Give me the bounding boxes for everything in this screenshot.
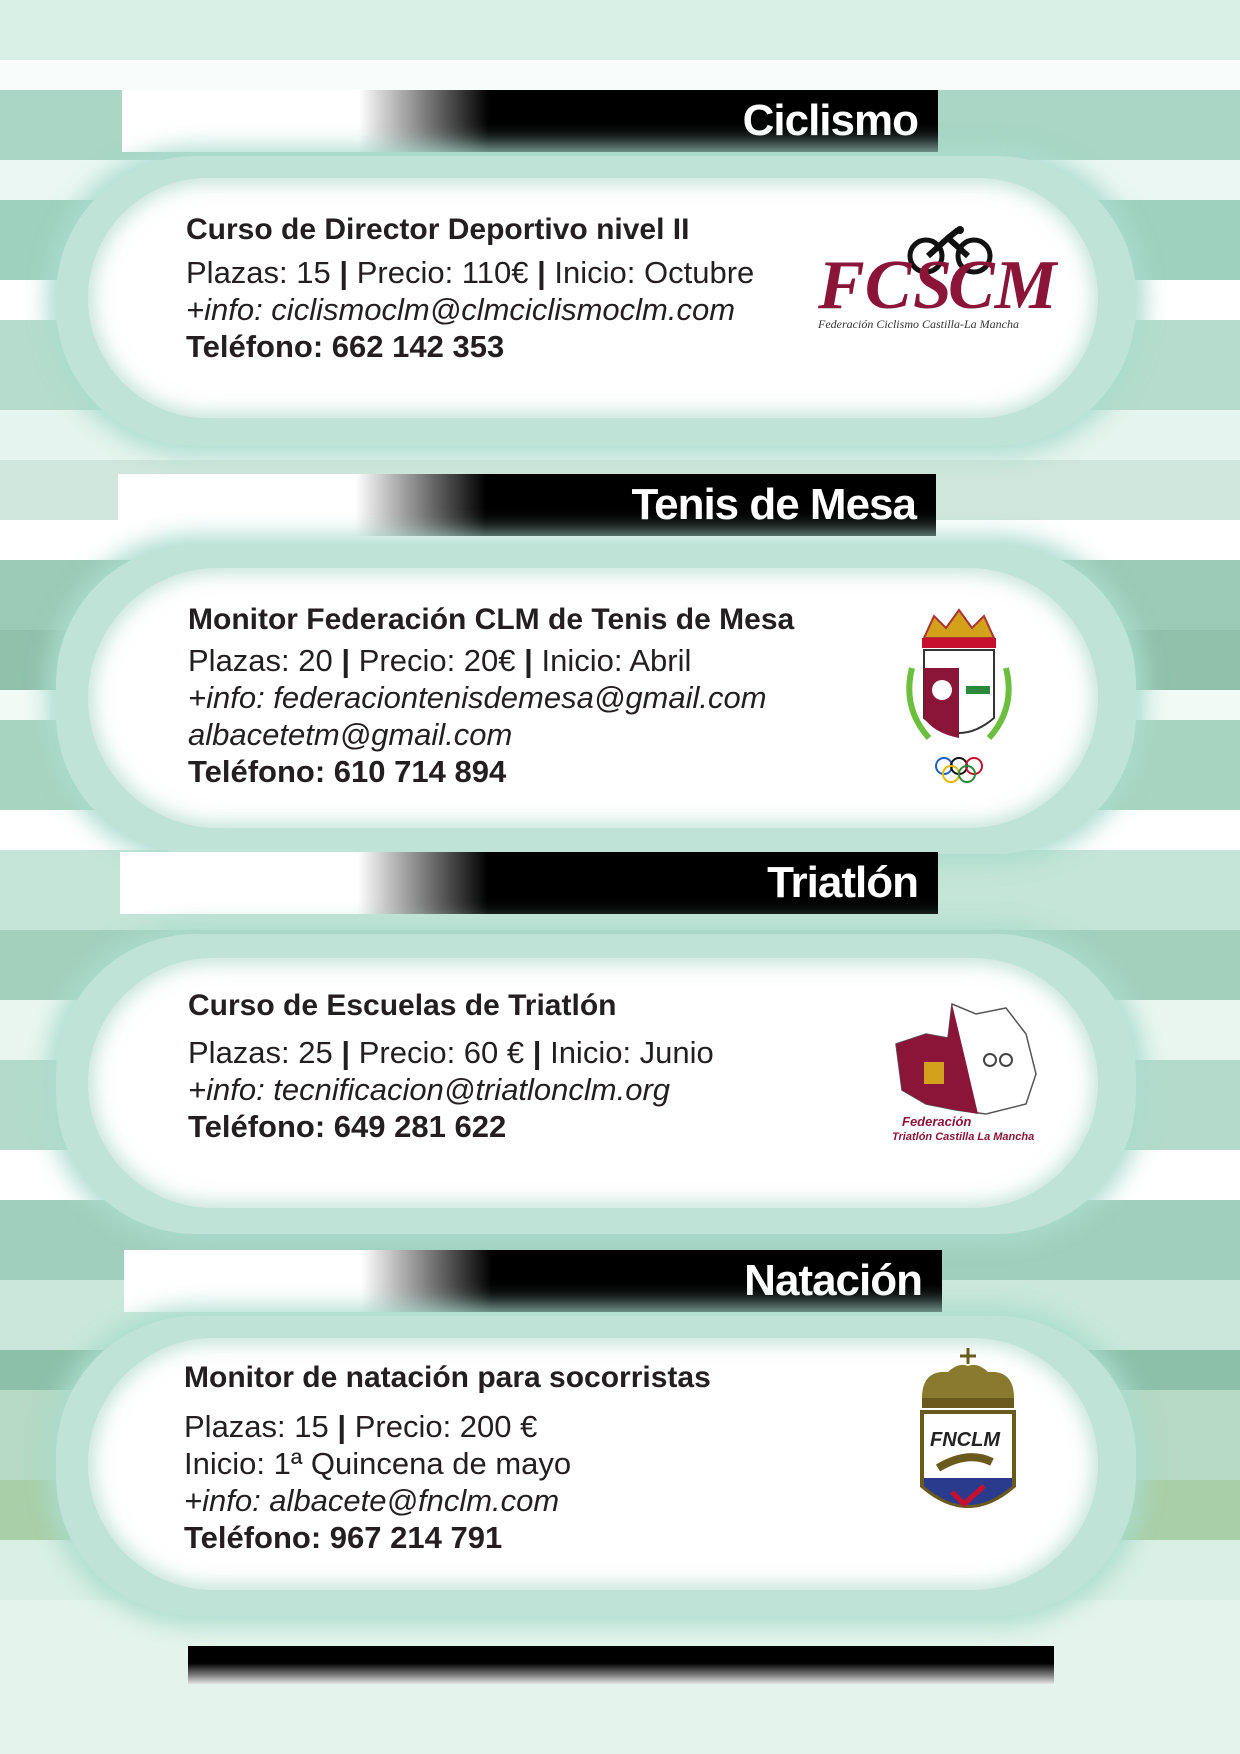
course-details: Plazas: 25 | Precio: 60 € | Inicio: Junio	[188, 1035, 714, 1070]
inicio: Inicio: 1ª Quincena de mayo	[184, 1446, 572, 1481]
svg-text:FNCLM: FNCLM	[930, 1429, 1000, 1451]
precio: Precio: 20€	[358, 643, 516, 678]
svg-text:S: S	[913, 247, 952, 324]
section-title: Ciclismo	[742, 96, 918, 145]
svg-text:CM: CM	[948, 247, 1057, 324]
card-ciclismo	[88, 178, 1098, 418]
inicio: Inicio: Abril	[541, 643, 692, 678]
shield-crown-icon	[908, 1346, 1028, 1536]
course-details: Plazas: 15 | Precio: 200 €	[184, 1409, 538, 1444]
info-email-secondary[interactable]: albacetetm@gmail.com	[188, 717, 513, 752]
triatlon-logo	[886, 994, 1046, 1154]
info-email[interactable]: +info: albacete@fnclm.com	[184, 1483, 560, 1518]
precio: Precio: 200 €	[354, 1409, 538, 1444]
info-email[interactable]: +info: tecnificacion@triatlonclm.org	[188, 1072, 671, 1107]
precio: Precio: 60 €	[358, 1035, 525, 1070]
crest-icon	[884, 598, 1034, 798]
svg-text:Federación: Federación	[902, 1114, 972, 1129]
card-natacion	[88, 1338, 1098, 1590]
fnclm-logo	[908, 1346, 1028, 1536]
fccm-logo	[808, 226, 1058, 336]
section-header-tenis	[118, 474, 936, 536]
plazas: Plazas: 25	[188, 1035, 333, 1070]
course-name: Monitor de natación para socorristas	[184, 1361, 711, 1394]
plazas: Plazas: 20	[188, 643, 333, 678]
course-name: Monitor Federación CLM de Tenis de Mesa	[188, 603, 795, 636]
phone[interactable]: Teléfono: 649 281 622	[188, 1109, 507, 1144]
map-icon	[886, 994, 1046, 1154]
plazas: Plazas: 15	[184, 1409, 329, 1444]
footer-bar	[188, 1646, 1054, 1684]
cyclist-icon	[808, 226, 1058, 336]
phone[interactable]: Teléfono: 967 214 791	[184, 1520, 503, 1555]
inicio: Inicio: Junio	[550, 1035, 714, 1070]
course-details: Plazas: 15 | Precio: 110€ | Inicio: Octubre	[186, 255, 755, 290]
card-tenis	[88, 568, 1098, 828]
svg-text:Federación Ciclismo Castilla-L: Federación Ciclismo Castilla-La Mancha	[818, 317, 1019, 331]
section-header-triatlon	[120, 852, 938, 914]
course-details: Plazas: 20 | Precio: 20€ | Inicio: Abril	[188, 643, 692, 678]
ftmcm-logo	[884, 598, 1034, 798]
course-name: Curso de Director Deportivo nivel II	[186, 213, 690, 246]
svg-text:FC: FC	[818, 247, 912, 324]
section-header-ciclismo	[122, 90, 938, 152]
section-header-natacion	[124, 1250, 942, 1312]
svg-text:Triatlón Castilla La Mancha: Triatlón Castilla La Mancha	[892, 1131, 1035, 1143]
info-email[interactable]: +info: ciclismoclm@clmciclismoclm.com	[186, 292, 736, 327]
section-title: Tenis de Mesa	[631, 480, 916, 529]
info-email[interactable]: +info: federaciontenisdemesa@gmail.com	[188, 680, 767, 715]
inicio: Inicio: Octubre	[554, 255, 755, 290]
section-title: Natación	[744, 1256, 922, 1305]
card-triatlon	[88, 958, 1098, 1208]
section-title: Triatlón	[767, 858, 918, 907]
phone[interactable]: Teléfono: 610 714 894	[188, 754, 507, 789]
phone[interactable]: Teléfono: 662 142 353	[186, 329, 505, 364]
course-name: Curso de Escuelas de Triatlón	[188, 989, 617, 1022]
precio: Precio: 110€	[356, 255, 529, 290]
plazas: Plazas: 15	[186, 255, 331, 290]
